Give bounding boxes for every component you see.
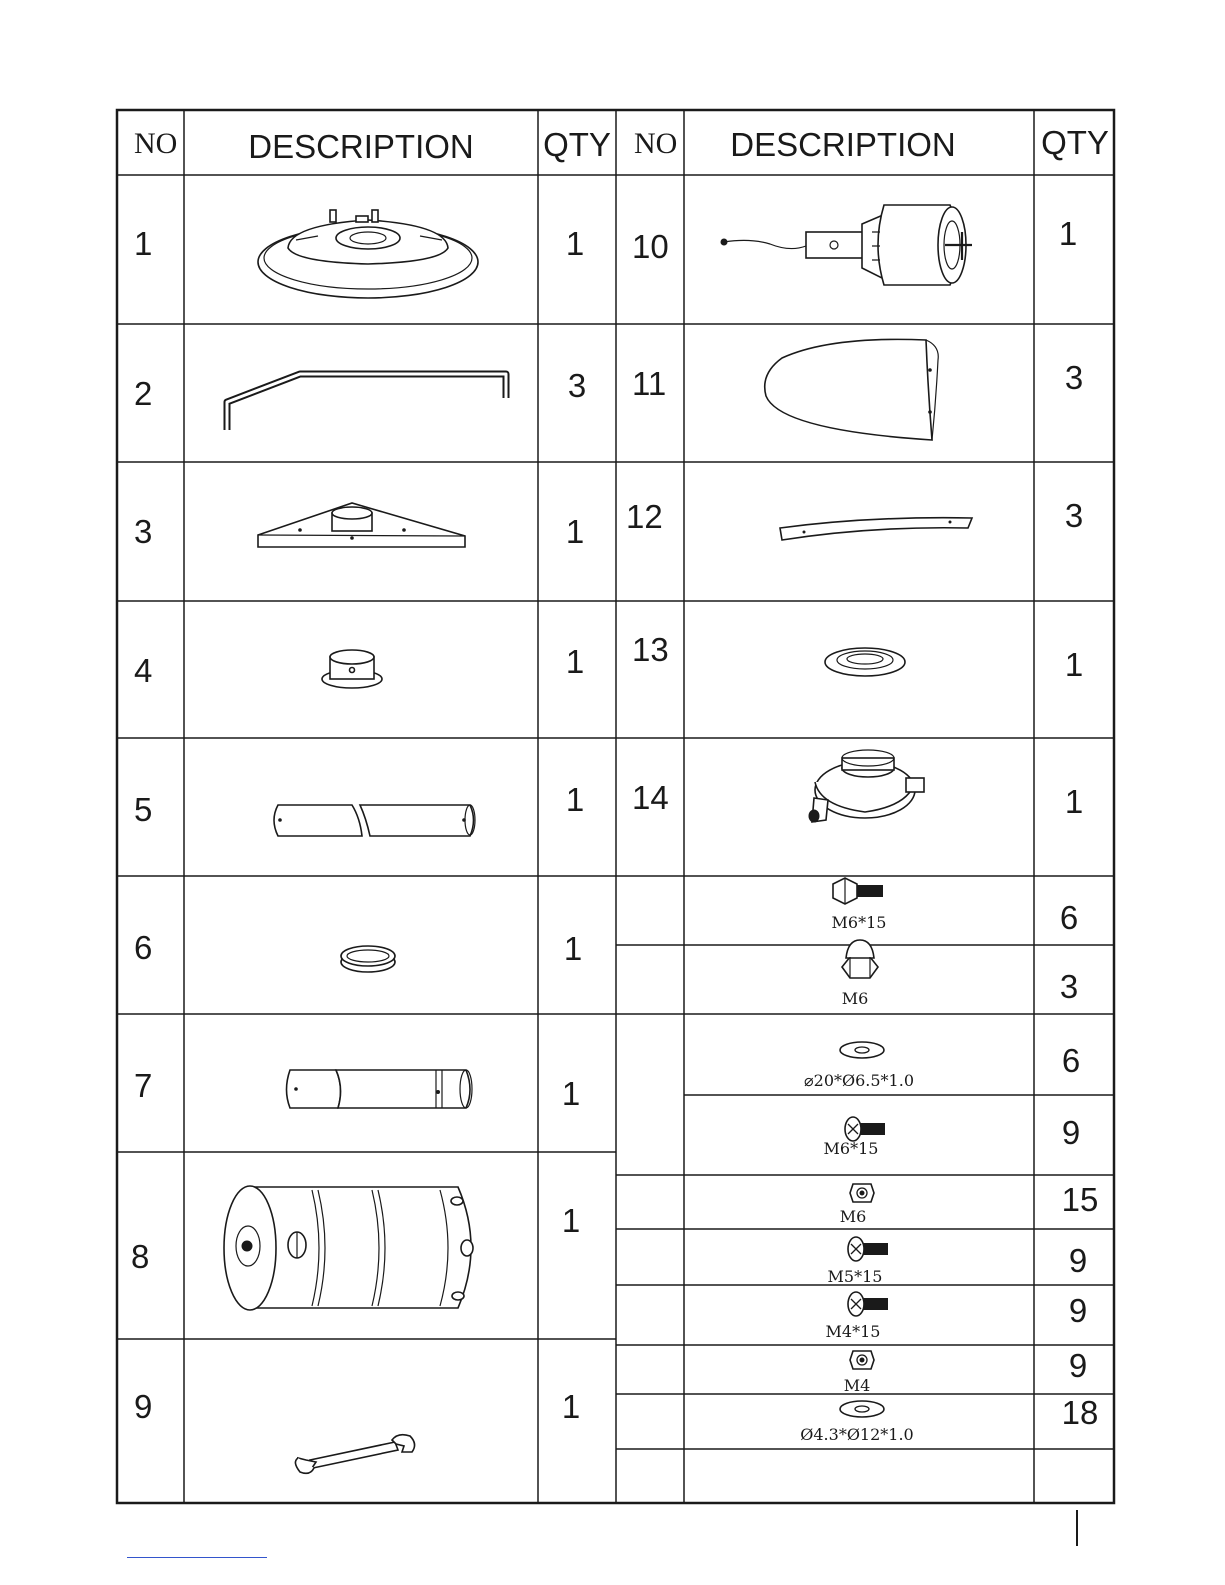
part-no: 8 [131, 1238, 150, 1275]
hex-nut-icon [850, 1351, 874, 1369]
middle-pole-icon [287, 1070, 473, 1108]
hardware-spec: M6*15 [831, 913, 887, 932]
hardware-qty: 9 [1068, 1292, 1088, 1329]
part-qty: 1 [563, 930, 583, 967]
part-no: 9 [134, 1388, 153, 1425]
part-qty: 3 [567, 367, 587, 404]
connector-strip-icon [780, 518, 972, 540]
gas-regulator-icon [809, 750, 924, 822]
reflector-panel-icon [765, 339, 939, 440]
header-qty-right: QTY [1041, 124, 1109, 161]
flat-plate-icon [825, 648, 905, 676]
header-description-left: DESCRIPTION [248, 128, 474, 165]
phillips-screw-icon [845, 1117, 885, 1141]
part-qty: 1 [561, 1202, 581, 1239]
header-no-right: NO [634, 127, 678, 160]
pole-cap-icon [322, 650, 382, 688]
washer-icon [840, 1042, 884, 1058]
part-no: 4 [134, 652, 153, 689]
hardware-spec: M6 [841, 989, 869, 1008]
part-no: 13 [632, 631, 669, 668]
part-no: 10 [632, 228, 669, 265]
part-no: 2 [134, 375, 153, 412]
part-qty: 1 [561, 1388, 581, 1425]
footer-link-underline[interactable] [127, 1557, 267, 1558]
phillips-screw-icon [848, 1237, 888, 1261]
hardware-spec: Ø4.3*Ø12*1.0 [800, 1425, 914, 1444]
hardware-qty: 9 [1068, 1347, 1088, 1384]
part-qty: 3 [1064, 359, 1084, 396]
reflector-dome-icon [258, 210, 478, 298]
header-no-left: NO [134, 127, 178, 160]
hardware-qty: 9 [1068, 1242, 1088, 1279]
phillips-screw-icon [848, 1292, 888, 1316]
part-qty: 3 [1064, 497, 1084, 534]
triangle-bracket-icon [258, 503, 465, 547]
hex-nut-icon [850, 1184, 874, 1202]
hardware-spec: M6 [839, 1207, 867, 1226]
ring-collar-icon [341, 946, 395, 972]
hardware-spec: M5*15 [827, 1267, 883, 1286]
tank-housing-icon [224, 1186, 473, 1310]
hardware-qty: 6 [1061, 1042, 1081, 1079]
hardware-qty: 6 [1059, 899, 1079, 936]
part-no: 6 [134, 929, 153, 966]
part-qty: 1 [565, 225, 585, 262]
upper-pole-icon [274, 805, 475, 836]
part-no: 3 [134, 513, 153, 550]
header-qty-left: QTY [543, 126, 611, 163]
part-qty: 1 [565, 643, 585, 680]
page-marker-line [1076, 1510, 1078, 1546]
part-no: 5 [134, 791, 153, 828]
part-no: 7 [134, 1067, 153, 1104]
washer-icon [840, 1401, 884, 1417]
burner-assembly-icon [721, 205, 972, 285]
hardware-spec: M4*15 [825, 1322, 881, 1341]
part-qty: 1 [1064, 646, 1084, 683]
part-qty: 1 [1064, 783, 1084, 820]
part-qty: 1 [565, 781, 585, 818]
hex-bolt-icon [833, 878, 883, 904]
part-no: 14 [632, 779, 669, 816]
hardware-qty: 18 [1061, 1394, 1099, 1431]
hardware-spec: M4 [843, 1376, 871, 1395]
wrench-icon [295, 1435, 414, 1474]
hardware-spec: M6*15 [823, 1139, 879, 1158]
part-no: 11 [632, 365, 667, 402]
part-no: 1 [134, 225, 153, 262]
part-qty: 1 [565, 513, 585, 550]
part-no: 12 [626, 498, 663, 535]
hardware-qty: 15 [1061, 1181, 1099, 1218]
hardware-spec: ⌀20*Ø6.5*1.0 [804, 1071, 914, 1090]
part-qty: 1 [1058, 215, 1078, 252]
part-qty: 1 [561, 1075, 581, 1112]
hardware-qty: 3 [1059, 968, 1079, 1005]
support-rod-icon [227, 374, 506, 430]
header-description-right: DESCRIPTION [730, 126, 956, 163]
hardware-qty: 9 [1061, 1114, 1081, 1151]
